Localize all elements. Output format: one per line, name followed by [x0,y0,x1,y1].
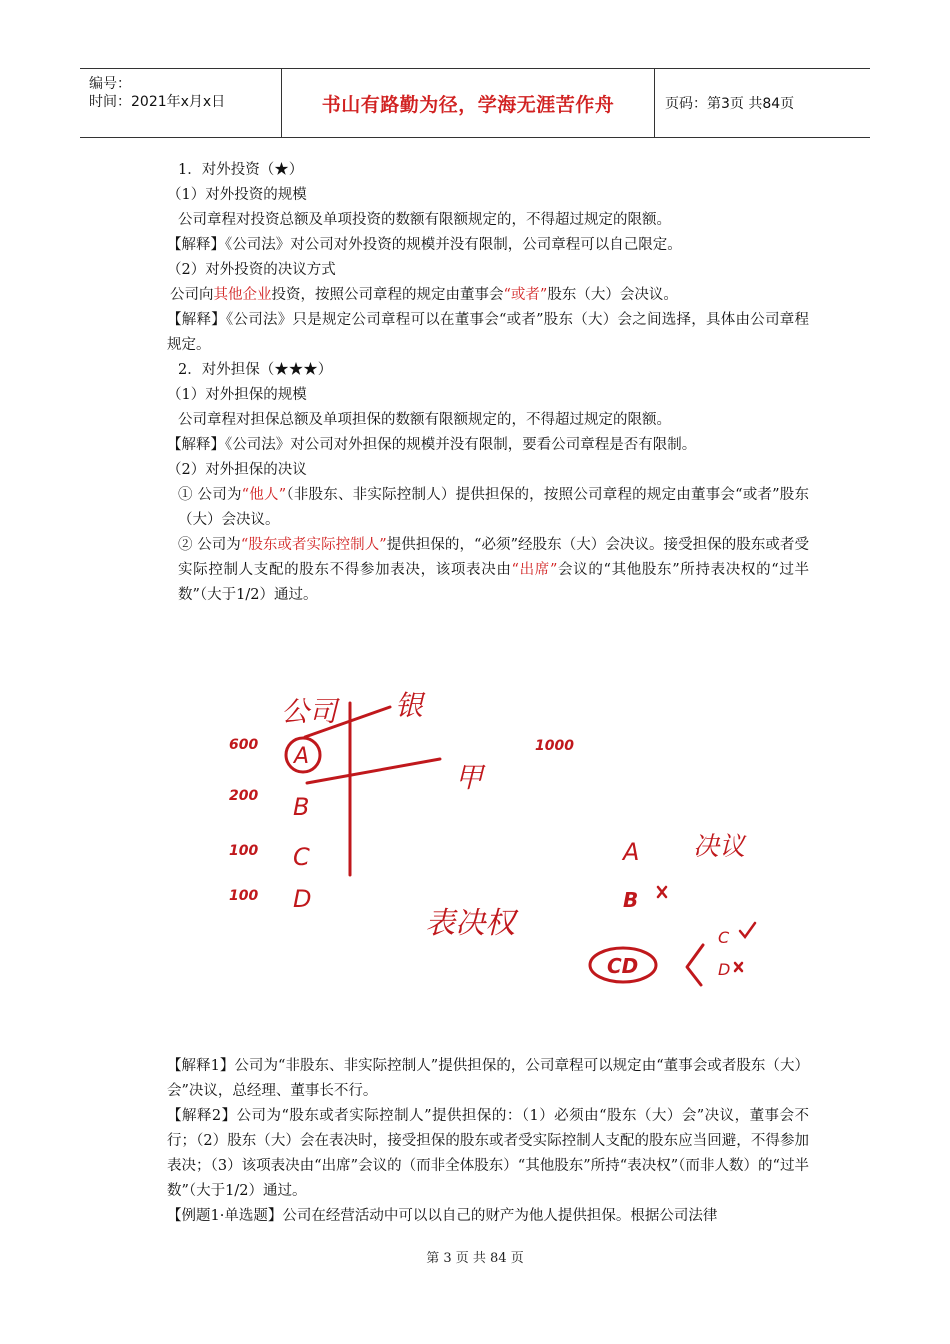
text-span: 公司向 [170,287,214,303]
sketch-letter-c: C [293,843,310,871]
section-heading: 1．对外投资（★） [178,162,304,178]
explanation: 【解释】《公司法》对公司对外担保的规模并没有限制，要看公司章程是否有限制。 [167,437,697,453]
sketch-right-c: C [718,928,730,947]
page-info: 页码：第3页 共84页 [665,96,795,112]
sketch-num-200: 200 [229,788,259,804]
text-span: （非股东、非实际控制人）提供担保的，按照公司章程的规定由董事会“或者”股东（大）会决议。 [178,487,810,528]
subheading: （2）对外担保的决议 [167,462,307,478]
text-span: 提供担保的，“必须”经股东（大）会决议。接受担保的股东或者受实际控制人支配的股东不得参加表决，该项表决由 [178,537,810,578]
sketch-word-company: 公司 [281,695,338,728]
check-mark-icon [740,923,755,937]
highlight-shareholder: “股东或者实际控制人” [240,537,387,553]
sketch-num-1000: 1000 [535,738,574,754]
example-question: 【例题1·单选题】公司在经营活动中可以以自己的财产为他人提供担保。根据公司法律 [167,1208,718,1224]
sketch-letter-d: D [293,885,312,913]
sketch-right-a: A [623,838,640,866]
subheading: （1）对外担保的规模 [167,387,307,403]
sketch-word-voting-right: 表决权 [425,906,515,941]
sketch-word-bank: 银 [395,689,424,722]
section-heading: 2．对外担保（★★★） [178,362,333,378]
main-text [145,158,809,608]
sketch-word-jia: 甲 [455,761,484,794]
text-span: 会议的“其他股东”所持表决权的“过半数”（大于1/2）通过。 [178,562,809,603]
text-span: 投资，按照公司章程的规定由董事会 [271,287,504,303]
header-meta-cell [80,69,282,137]
highlight-others: “他人” [241,487,287,503]
explanation: 【解释】《公司法》只是规定公司章程可以在董事会“或者”股东（大）会之间选择，具体由公司章程规定。 [167,312,809,353]
header-motto-cell [282,69,655,137]
sketch-right-d: D [718,960,731,979]
explanation-1: 【解释1】公司为“非股东、非实际控制人”提供担保的，公司章程可以规定由“董事会或者股东（大）会”决议，总经理、董事长不行。 [167,1058,809,1099]
sketch-word-resolution: 决议 [693,832,746,862]
text-span: ① 公司为 [178,487,242,503]
time-label: 时间：2021年x月x日 [89,94,226,110]
highlight-other-enterprise: 其他企业 [213,287,272,303]
sketch-right-b: B [623,888,639,912]
paragraph: 公司章程对担保总额及单项担保的数额有限额规定的，不得超过规定的限额。 [178,412,671,428]
highlight-attend: “出席” [511,562,558,578]
handwritten-sketch [215,675,775,995]
subheading: （1）对外投资的规模 [167,187,307,203]
motto: 书山有路勤为径，学海无涯苦作舟 [321,93,615,116]
page-footer: 第 3 页 共 84 页 [426,1251,524,1266]
sketch-num-100: 100 [229,843,259,859]
notes-text [145,1054,809,1229]
page-header [80,68,870,138]
sketch-num-600: 600 [229,737,259,753]
number-label: 编号： [89,76,131,92]
explanation: 【解释】《公司法》对公司对外投资的规模并没有限制，公司章程可以自己限定。 [167,237,682,253]
sketch-stroke [307,759,440,783]
header-page-cell [655,69,870,137]
text-span: 股东（大）会决议。 [547,287,678,303]
subheading: （2）对外投资的决议方式 [167,262,336,278]
invest-rule [145,283,809,308]
sketch-right-cd: CD [607,954,639,978]
sketch-letter-a: A [294,744,310,769]
x-mark-icon [658,887,666,897]
paragraph: 公司章程对投资总额及单项投资的数额有限额规定的，不得超过规定的限额。 [178,212,671,228]
text-span: ② 公司为 [178,537,241,553]
explanation-2: 【解释2】公司为“股东或者实际控制人”提供担保的：（1）必须由“股东（大）会”决议，董事会不行；（2）股东（大）会在表决时，接受担保的股东或者受实际控制人支配的股东应当回避，不得参加表决；（3）该项表决由“出席”会议的（而非全体股东）“其他股东”所持“表决权”（而非人数）的“过半数”（大于1/2）通过。 [167,1108,809,1199]
sketch-num-100b: 100 [229,888,259,904]
sketch-bracket [687,945,703,985]
x-mark-icon [735,963,742,971]
guarantee-rule-2 [145,533,809,608]
sketch-letter-b: B [293,793,310,821]
guarantee-rule-1 [145,483,809,533]
highlight-or: “或者” [503,287,548,303]
